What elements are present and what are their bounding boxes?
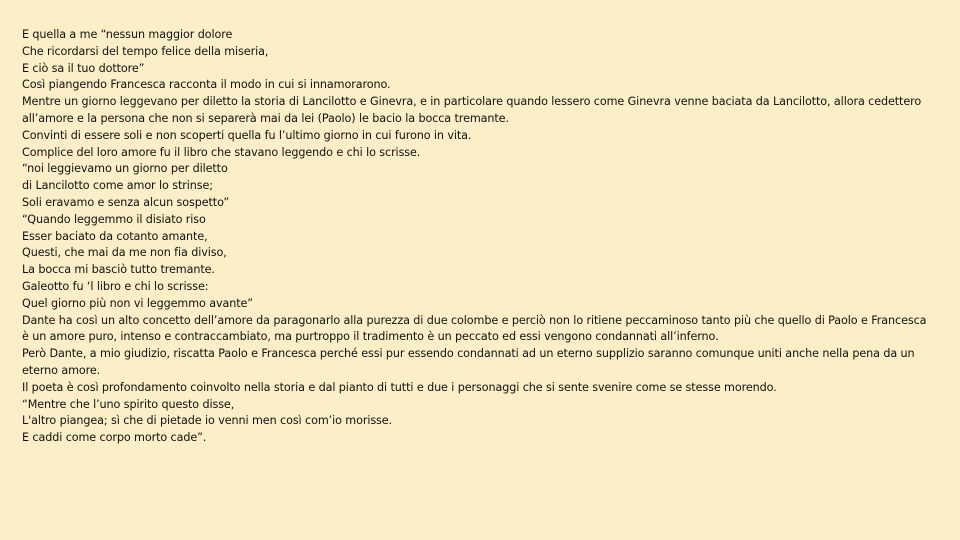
quote-line: di Lancilotto come amor lo strinse;	[22, 179, 213, 193]
text-line: Così piangendo Francesca racconta il modo in cui si innamorarono.	[22, 78, 391, 92]
text-line: Che ricordarsi del tempo felice della miseria,	[22, 44, 269, 58]
quote-line: La bocca mi basciò tutto tremante.	[22, 263, 215, 277]
quote-line: “Quando leggemmo il disiato riso	[22, 212, 206, 226]
quote-line: Quel giorno più non vi leggemmo avante”	[22, 296, 253, 310]
text-line: E quella a me “nessun maggior dolore	[22, 28, 233, 41]
quote-line: Esser baciato da cotanto amante,	[22, 229, 208, 243]
quote-line: “noi leggievamo un giorno per diletto	[22, 162, 228, 176]
text-paragraph: Mentre un giorno leggevano per diletto la storia di Lancilotto e Ginevra, e in particolare quando lessero come Ginevra venne baciata da Lancilotto, allora cedettero all’amore e la persona che non si separerà mai da lei (Paolo) le bacio la bocca tremante.	[22, 95, 922, 125]
quote-line: Galeotto fu ‘l libro e chi lo scrisse:	[22, 279, 209, 293]
quote-line: E caddi come corpo morto cade”.	[22, 431, 207, 445]
text-line: Il poeta è così profondamento coinvolto nella storia e dal pianto di tutti e due i personaggi che si sente svenire come se stesse morendo.	[22, 380, 777, 394]
text-line: Convinti di essere soli e non scoperti quella fu l’ultimo giorno in cui furono in vita.	[22, 128, 472, 142]
text-line: E ciò sa il tuo dottore”	[22, 61, 145, 75]
text-paragraph: Però Dante, a mio giudizio, riscatta Paolo e Francesca perché essi pur essendo condannati ad un eterno supplizio saranno comunque uniti anche nella pena da un eterno amore.	[22, 347, 915, 377]
quote-line: Soli eravamo e senza alcun sospetto”	[22, 195, 230, 209]
text-paragraph: Dante ha così un alto concetto dell’amore da paragonarlo alla purezza di due colombe e perciò non lo ritiene peccaminoso tanto più che quello di Paolo e Francesca è un amore puro, intenso e contraccambiato, ma purtroppo il tradimento è un peccato ed essi vengono condannati all’inferno.	[22, 313, 927, 344]
quote-line: L'altro piangea; sì che di pietade io venni men così com’io morisse.	[22, 414, 393, 428]
text-body	[22, 27, 932, 447]
quote-line: “Mentre che l’uno spirito questo disse,	[22, 397, 235, 411]
quote-line: Questi, che mai da me non fia diviso,	[22, 246, 227, 260]
text-line: Complice del loro amore fu il libro che stavano leggendo e chi lo scrisse.	[22, 145, 421, 159]
